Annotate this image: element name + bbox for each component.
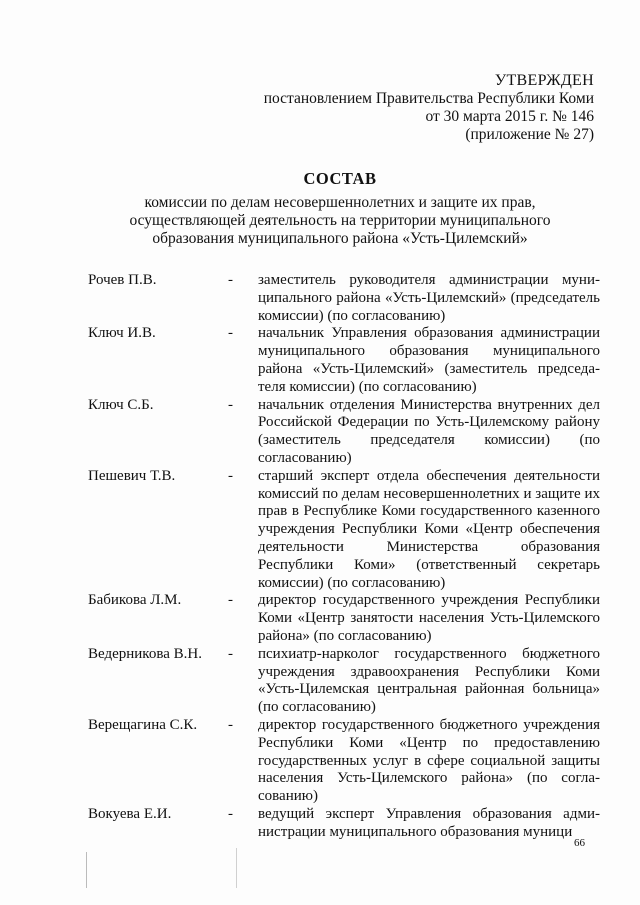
member-row bbox=[88, 272, 600, 325]
dash-separator: - bbox=[228, 467, 233, 484]
dash-separator: - bbox=[228, 645, 233, 662]
member-role: директор государственного бюджетного учреждения Республики Коми «Центр по предоставлению государственных услуг в сфере социальной защиты населения Усть-Цилемского района» (по согласованию) bbox=[258, 716, 600, 805]
approval-line: постановлением Правительства Республики Коми bbox=[263, 90, 594, 107]
member-role: директор государственного учреждения Республики Коми «Центр занятости населения Усть-Цилемского района» (по согласованию) bbox=[258, 592, 600, 644]
member-name: Бабикова Л.М. bbox=[88, 592, 182, 609]
member-name: Ключ С.Б. bbox=[88, 396, 154, 413]
member-row bbox=[88, 592, 600, 645]
approval-heading: УТВЕРЖДЕН bbox=[494, 72, 594, 89]
dash-separator: - bbox=[228, 272, 233, 288]
dash-separator: - bbox=[228, 325, 233, 342]
title-subline: образования муниципального района «Усть-Цилемский» bbox=[152, 230, 528, 247]
member-name: Пешевич Т.В. bbox=[88, 467, 176, 484]
member-row bbox=[88, 325, 600, 396]
dash-separator: - bbox=[228, 396, 233, 413]
member-row bbox=[88, 646, 600, 717]
scan-artifact-line bbox=[236, 848, 237, 888]
member-role: ведущий эксперт Управления образования администрации муниципального образования муници bbox=[258, 805, 600, 840]
member-role: заместитель руководителя администрации муниципального района «Усть-Цилемский» (председатель комиссии) (по согласованию) bbox=[258, 272, 600, 324]
member-role: старший эксперт отдела обеспечения деятельности комиссий по делам несовершеннолетних и защите их прав в Республике Коми государственного казенного учреждения Республики Коми «Центр обеспечения деятельности Министерства образования Республики Коми» (ответственный секретарь комиссии) (по согласованию) bbox=[258, 467, 600, 591]
title-subline: комиссии по делам несовершеннолетних и защите их прав, bbox=[144, 194, 536, 211]
approval-line: от 30 марта 2015 г. № 146 bbox=[425, 108, 594, 125]
document-title-block bbox=[60, 170, 620, 248]
member-row bbox=[88, 717, 600, 806]
member-name: Ключ И.В. bbox=[88, 325, 156, 342]
approval-stamp bbox=[234, 72, 594, 144]
member-role: начальник Управления образования администрации муниципального образования муниципального района «Усть-Цилемский» (заместитель председателя комиссии) (по согласованию) bbox=[258, 325, 600, 395]
dash-separator: - bbox=[228, 716, 233, 733]
member-role: начальник отделения Министерства внутренних дел Российской Федерации по Усть-Цилемскому району (заместитель председателя комиссии) (по согласованию) bbox=[258, 396, 600, 466]
member-name: Верещагина С.К. bbox=[88, 716, 198, 733]
member-row bbox=[88, 468, 600, 593]
member-name: Рочев П.В. bbox=[88, 272, 157, 288]
approval-line: (приложение № 27) bbox=[465, 126, 594, 143]
member-row bbox=[88, 397, 600, 468]
dash-separator: - bbox=[228, 805, 233, 822]
member-name: Вокуева Е.И. bbox=[88, 805, 172, 822]
page-number: 66 bbox=[574, 837, 585, 849]
dash-separator: - bbox=[228, 592, 233, 609]
document-title: СОСТАВ bbox=[303, 169, 377, 188]
member-row bbox=[88, 806, 600, 841]
member-role: психиатр-нарколог государственного бюджетного учреждения здравоохранения Республики Коми «Усть-Цилемская центральная районная больница» (по согласованию) bbox=[258, 645, 600, 716]
scan-artifact-line bbox=[86, 852, 87, 888]
title-subline: осуществляющей деятельность на территории муниципального bbox=[129, 212, 551, 229]
member-name: Ведерникова В.Н. bbox=[88, 645, 202, 662]
members-list bbox=[88, 272, 600, 841]
